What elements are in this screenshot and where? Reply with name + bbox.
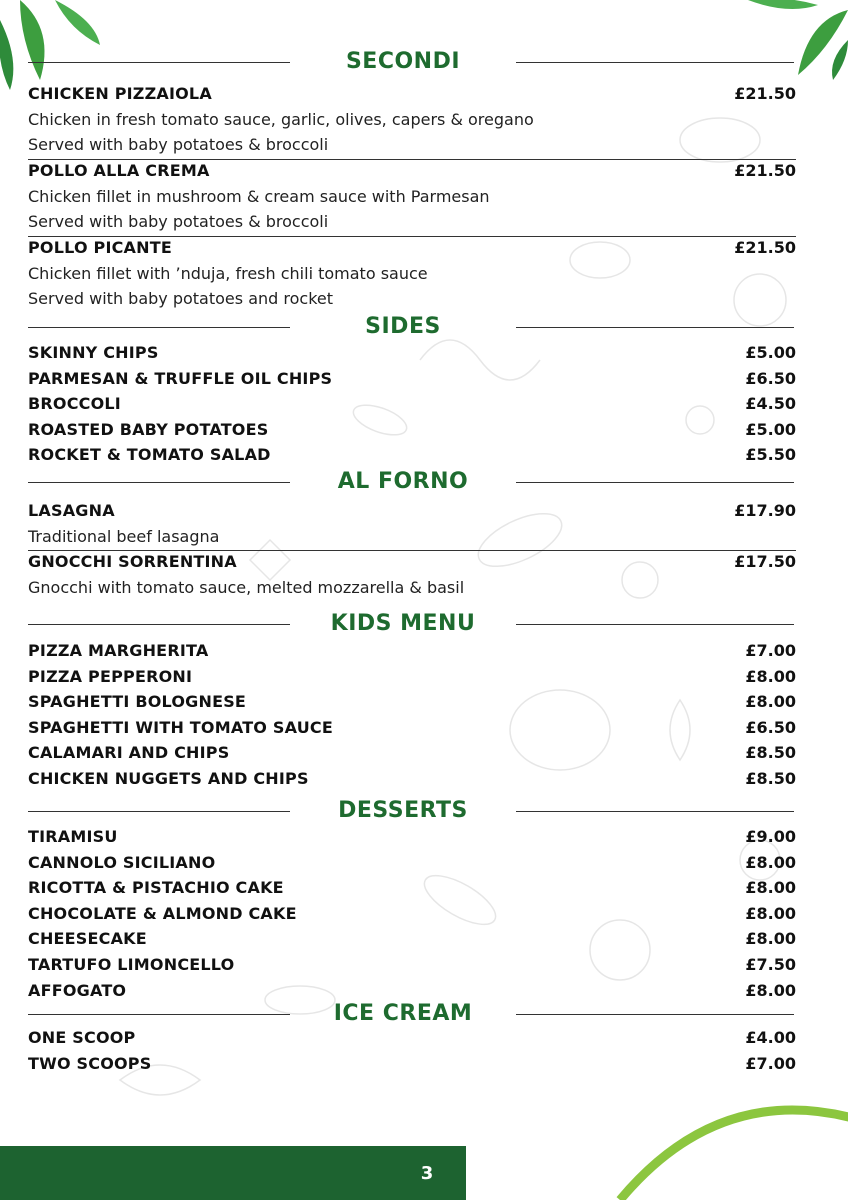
item-name: AFFOGATO <box>28 981 127 1000</box>
menu-item <box>28 640 796 662</box>
item-price: £8.00 <box>745 853 796 872</box>
section-title: SECONDI <box>345 49 461 74</box>
item-name: POLLO ALLA CREMA <box>28 161 210 180</box>
item-name: CHICKEN PIZZAIOLA <box>28 84 212 103</box>
section-heading-sides <box>28 313 796 343</box>
heading-rule-right <box>516 1014 794 1015</box>
item-price: £4.50 <box>745 394 796 413</box>
menu-item <box>28 368 796 390</box>
item-price: £21.50 <box>734 238 796 257</box>
heading-rule-left <box>28 327 290 328</box>
item-name: PARMESAN & TRUFFLE OIL CHIPS <box>28 369 333 388</box>
item-price: £8.00 <box>745 904 796 923</box>
item-name: CALAMARI AND CHIPS <box>28 743 230 762</box>
heading-rule-right <box>516 624 794 625</box>
item-description: Served with baby potatoes & broccoli <box>28 135 329 154</box>
item-price: £5.00 <box>745 420 796 439</box>
item-description: Served with baby potatoes & broccoli <box>28 212 329 231</box>
item-price: £17.50 <box>734 552 796 571</box>
menu-item <box>28 742 796 764</box>
menu-item <box>28 83 796 105</box>
item-description: Chicken in fresh tomato sauce, garlic, olives, capers & oregano <box>28 110 534 129</box>
item-price: £8.50 <box>745 769 796 788</box>
heading-rule-left <box>28 624 290 625</box>
item-price: £7.00 <box>745 641 796 660</box>
menu-item <box>28 419 796 441</box>
item-name: POLLO PICANTE <box>28 238 172 257</box>
item-price: £5.50 <box>745 445 796 464</box>
item-name: CHICKEN NUGGETS AND CHIPS <box>28 769 309 788</box>
item-price: £5.00 <box>745 343 796 362</box>
item-name: CHEESECAKE <box>28 929 147 948</box>
heading-rule-right <box>516 482 794 483</box>
menu-item <box>28 980 796 1002</box>
item-name: SPAGHETTI WITH TOMATO SAUCE <box>28 718 333 737</box>
footer-bar <box>0 1146 466 1200</box>
menu-item <box>28 826 796 848</box>
section-title: SIDES <box>365 314 441 339</box>
section-heading-kids-menu <box>28 610 796 640</box>
menu-item <box>28 1053 796 1075</box>
item-name: CHOCOLATE & ALMOND CAKE <box>28 904 297 923</box>
item-name: GNOCCHI SORRENTINA <box>28 552 237 571</box>
item-price: £7.00 <box>745 1054 796 1073</box>
item-description: Chicken fillet with ’nduja, fresh chili tomato sauce <box>28 264 428 283</box>
menu-item <box>28 877 796 899</box>
item-description: Gnocchi with tomato sauce, melted mozzarella & basil <box>28 578 465 597</box>
item-price: £8.50 <box>745 743 796 762</box>
item-name: SKINNY CHIPS <box>28 343 159 362</box>
menu-item <box>28 852 796 874</box>
menu-item <box>28 342 796 364</box>
heading-rule-right <box>516 811 794 812</box>
item-name: CANNOLO SICILIANO <box>28 853 216 872</box>
section-title: KIDS MENU <box>330 611 476 636</box>
item-name: TARTUFO LIMONCELLO <box>28 955 235 974</box>
item-name: PIZZA PEPPERONI <box>28 667 193 686</box>
item-name: PIZZA MARGHERITA <box>28 641 209 660</box>
item-name: ONE SCOOP <box>28 1028 136 1047</box>
item-name: LASAGNA <box>28 501 115 520</box>
item-name: SPAGHETTI BOLOGNESE <box>28 692 247 711</box>
menu-item <box>28 691 796 713</box>
item-price: £8.00 <box>745 981 796 1000</box>
section-title: ICE CREAM <box>333 1001 473 1026</box>
menu-item <box>28 717 796 739</box>
heading-rule-right <box>516 62 794 63</box>
menu-item <box>28 393 796 415</box>
section-heading-desserts <box>28 797 796 827</box>
item-price: £8.00 <box>745 692 796 711</box>
menu-item <box>28 444 796 466</box>
item-price: £6.50 <box>745 369 796 388</box>
heading-rule-left <box>28 482 290 483</box>
menu-item <box>28 551 796 573</box>
section-heading-ice-cream <box>28 1000 796 1030</box>
item-name: TWO SCOOPS <box>28 1054 152 1073</box>
menu-item <box>28 666 796 688</box>
item-name: RICOTTA & PISTACHIO CAKE <box>28 878 284 897</box>
item-price: £8.00 <box>745 878 796 897</box>
heading-rule-left <box>28 811 290 812</box>
item-price: £6.50 <box>745 718 796 737</box>
item-name: TIRAMISU <box>28 827 118 846</box>
item-price: £21.50 <box>734 161 796 180</box>
item-price: £17.90 <box>734 501 796 520</box>
heading-rule-right <box>516 327 794 328</box>
page-number: 3 <box>420 1163 434 1184</box>
item-price: £8.00 <box>745 667 796 686</box>
section-title: AL FORNO <box>337 469 469 494</box>
item-name: BROCCOLI <box>28 394 121 413</box>
menu-item <box>28 903 796 925</box>
menu-item <box>28 1027 796 1049</box>
item-price: £4.00 <box>745 1028 796 1047</box>
menu-item <box>28 160 796 182</box>
section-heading-al-forno <box>28 468 796 498</box>
menu-item <box>28 768 796 790</box>
section-heading-secondi <box>28 48 796 78</box>
decorative-arc <box>600 1090 848 1200</box>
menu-item <box>28 954 796 976</box>
section-title: DESSERTS <box>338 798 468 823</box>
item-price: £8.00 <box>745 929 796 948</box>
item-price: £7.50 <box>745 955 796 974</box>
heading-rule-left <box>28 62 290 63</box>
item-price: £9.00 <box>745 827 796 846</box>
menu-item <box>28 928 796 950</box>
item-description: Chicken fillet in mushroom & cream sauce with Parmesan <box>28 187 490 206</box>
item-name: ROCKET & TOMATO SALAD <box>28 445 271 464</box>
menu-item <box>28 237 796 259</box>
heading-rule-left <box>28 1014 290 1015</box>
menu-item <box>28 500 796 522</box>
item-description: Traditional beef lasagna <box>28 527 220 546</box>
item-name: ROASTED BABY POTATOES <box>28 420 269 439</box>
item-price: £21.50 <box>734 84 796 103</box>
item-description: Served with baby potatoes and rocket <box>28 289 333 308</box>
